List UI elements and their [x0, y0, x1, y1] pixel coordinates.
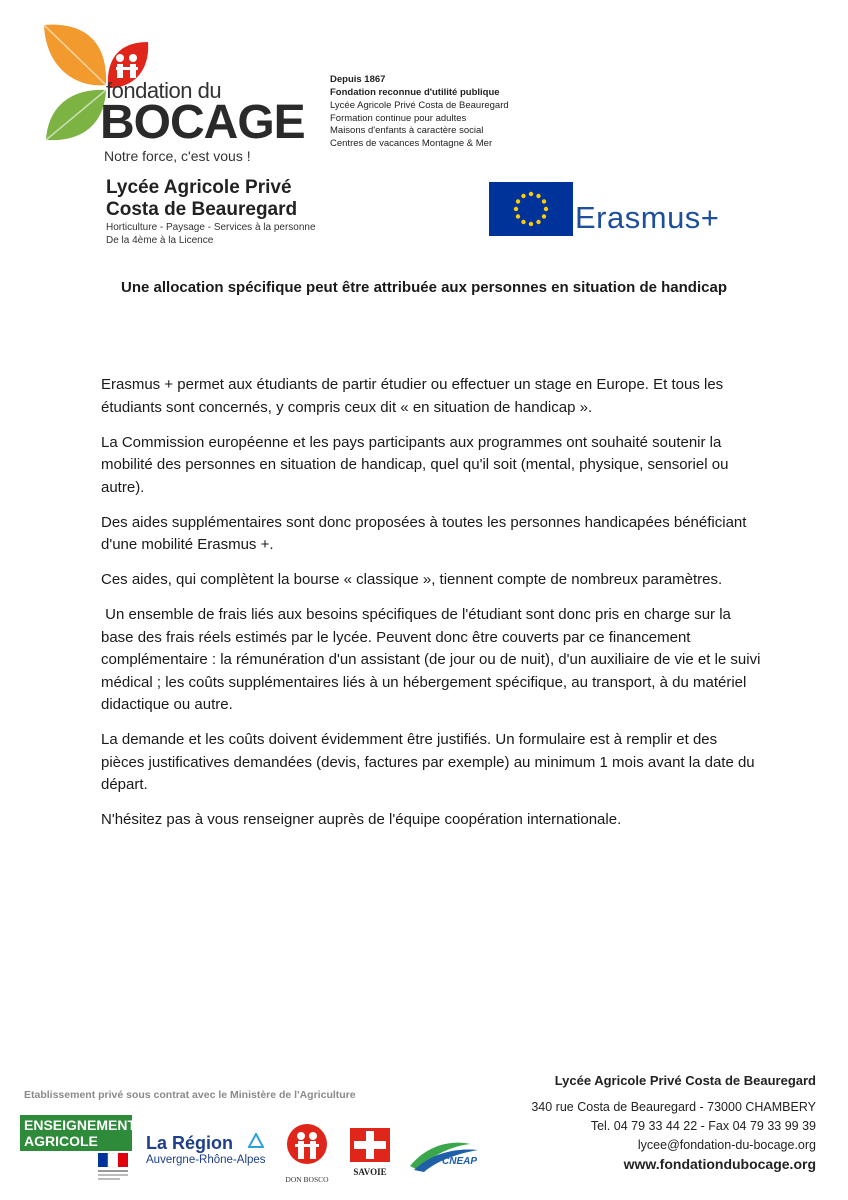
- eu-flag-icon: [489, 182, 579, 238]
- contact-block: [531, 1071, 816, 1174]
- enseignement-agricole-logo: [20, 1115, 135, 1185]
- activity-item: Formation continue pour adultes: [330, 112, 467, 124]
- footer-lycee-name: Lycée Agricole Privé Costa de Beauregard: [554, 1073, 816, 1088]
- body-paragraph: Erasmus + permet aux étudiants de partir étudier ou effectuer un stage en Europe. Et tous les étudiants sont concernés, y compris ceux dit « en situation de handicap ».: [101, 376, 724, 416]
- since-text: Depuis 1867: [330, 74, 386, 85]
- lycee-name: [106, 177, 297, 221]
- body-paragraph: Un ensemble de frais liés aux besoins spécifiques de l'étudiant sont donc pris en charge sur la base des frais réels estimés par le lycée. Peuvent donc être couverts par ce financement complémentaire : la rémunération d'un assistant (de jour ou de nuit), d'un auxiliaire de vie et le suivi médical ; les coûts supplémentaires liés à un hébergement spécifique, au transport, à du matériel didactique ou autre.: [101, 606, 765, 713]
- don-bosco-icon: [283, 1122, 331, 1170]
- footer-caption: Etablissement privé sous contrat avec le Ministère de l'Agriculture: [24, 1089, 356, 1101]
- activity-item: Maisons d'enfants à caractère social: [330, 125, 484, 136]
- lycee-subtitle: [106, 222, 316, 247]
- lycee-name-line1: Lycée Agricole Privé: [106, 177, 292, 198]
- recognition-text: Fondation reconnue d'utilité publique: [330, 86, 500, 98]
- foundation-info: [330, 74, 500, 99]
- region-mark-icon: [248, 1133, 264, 1149]
- footer-address: 340 rue Costa de Beauregard - 73000 CHAMBERY: [531, 1100, 816, 1114]
- body-paragraph: La Commission européenne et les pays participants aux programmes ont souhaité soutenir la mobilité des personnes en situation de handicap, quel qu'il soit (mental, physique, sensoriel ou autre).: [101, 433, 729, 496]
- ea-line1: ENSEIGNEMENT: [24, 1117, 137, 1133]
- body-paragraph: Des aides supplémentaires sont donc proposées à toutes les personnes handicapées bénéficiant d'une mobilité Erasmus +.: [101, 513, 747, 553]
- region-name: La Région: [146, 1133, 234, 1153]
- savoie-logo: [347, 1128, 393, 1176]
- region-subtitle: Auvergne-Rhône-Alpes: [146, 1154, 266, 1166]
- activities-list: [330, 100, 509, 150]
- activity-item: Lycée Agricole Privé Costa de Beauregard: [330, 100, 509, 111]
- body-paragraph: Ces aides, qui complètent la bourse « classique », tiennent compte de nombreux paramètres.: [101, 571, 723, 588]
- logo-text-fondation: fondation du: [106, 78, 222, 103]
- document-body: [101, 374, 765, 844]
- marianne-icon: [96, 1153, 132, 1183]
- body-paragraph: La demande et les coûts doivent évidemment être justifiés. Un formulaire est à remplir et des pièces justificatives demandées (devis, factures par exemple) au minimum 1 mois avant la date du départ.: [101, 731, 755, 793]
- region-logo: [146, 1133, 266, 1166]
- lycee-subtitle-line1: Horticulture - Paysage - Services à la personne: [106, 222, 316, 233]
- cneap-text: CNEAP: [442, 1156, 478, 1167]
- lycee-subtitle-line2: De la 4ème à la Licence: [106, 234, 214, 246]
- don-bosco-logo: [283, 1122, 331, 1184]
- savoie-text: SAVOIE: [353, 1167, 387, 1177]
- footer-email[interactable]: lycee@fondation-du-bocage.org: [637, 1138, 816, 1152]
- savoie-cross-icon: [347, 1128, 393, 1162]
- don-bosco-text: DON BOSCO: [285, 1175, 329, 1184]
- footer-phone: Tel. 04 79 33 44 22 - Fax 04 79 33 99 39: [590, 1119, 816, 1133]
- erasmus-label: Erasmus+: [575, 200, 720, 235]
- logo-text-bocage: BOCAGE: [100, 96, 305, 149]
- lycee-name-line2: Costa de Beauregard: [106, 199, 298, 220]
- ea-line2: AGRICOLE: [24, 1133, 98, 1149]
- logo-tagline: Notre force, c'est vous !: [104, 148, 251, 164]
- activity-item: Centres de vacances Montagne & Mer: [330, 137, 493, 149]
- footer-website-link[interactable]: www.fondationdubocage.org: [623, 1156, 816, 1172]
- page-title: Une allocation spécifique peut être attribuée aux personnes en situation de handicap: [121, 279, 727, 296]
- body-paragraph: N'hésitez pas à vous renseigner auprès de l'équipe coopération internationale.: [101, 811, 622, 828]
- cneap-logo: [408, 1136, 486, 1176]
